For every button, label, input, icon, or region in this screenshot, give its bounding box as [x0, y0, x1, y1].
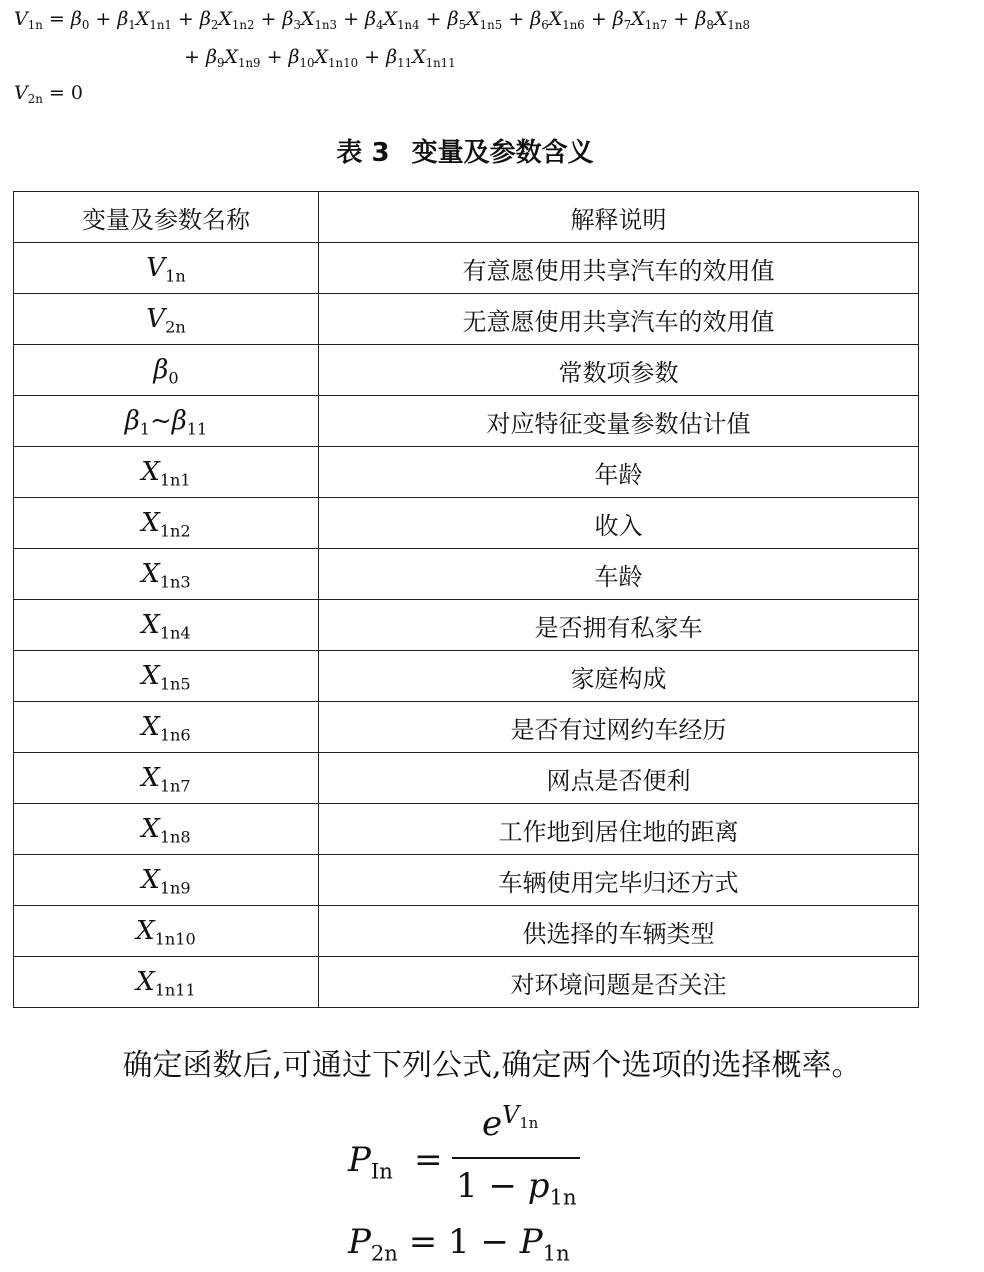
table-cell-description: 常数项参数 — [319, 345, 919, 396]
variable-table — [13, 191, 919, 1008]
body-paragraph: 确定函数后,可通过下列公式,确定两个选项的选择概率。 — [122, 1048, 862, 1083]
table-row — [14, 906, 919, 957]
table-cell-description: 是否拥有私家车 — [319, 600, 919, 651]
table-cell-symbol: $X_{1n3}$ — [14, 549, 319, 600]
table-row — [14, 447, 919, 498]
table-cell-description: 收入 — [319, 498, 919, 549]
table-row — [14, 855, 919, 906]
eq-term: + $\beta_{10}X_{1n10}$ — [260, 46, 359, 71]
equation-v1-line2 — [184, 46, 456, 71]
table-header-desc: 解释说明 — [319, 192, 919, 243]
table-cell-symbol: $X_{1n11}$ — [14, 957, 319, 1008]
equation-v2: $V_{2n} = 0$ — [14, 82, 83, 107]
table-row — [14, 498, 919, 549]
fraction-bar — [452, 1157, 580, 1159]
table-header-name: 变量及参数名称 — [14, 192, 319, 243]
table-cell-description: 车龄 — [319, 549, 919, 600]
table-cell-symbol: $X_{1n5}$ — [14, 651, 319, 702]
eq-term: + $\beta_4X_{1n4}$ — [337, 8, 420, 33]
formula-p1-lhs: $P_{In}$ — [348, 1140, 393, 1184]
eq-term: + $\beta_3X_{1n3}$ — [254, 8, 338, 33]
table-cell-description: 网点是否便利 — [319, 753, 919, 804]
table-row — [14, 345, 919, 396]
table-cell-symbol: $X_{1n1}$ — [14, 447, 319, 498]
table-row — [14, 957, 919, 1008]
table-row — [14, 396, 919, 447]
table-row — [14, 804, 919, 855]
table-row — [14, 600, 919, 651]
eq-term: + $\beta_7X_{1n7}$ — [584, 8, 668, 33]
table-cell-symbol: $X_{1n9}$ — [14, 855, 319, 906]
table-cell-description: 供选择的车辆类型 — [319, 906, 919, 957]
formula-p2: $P_{2n} = 1 - P_{1n}$ — [348, 1222, 570, 1266]
table-cell-description: 车辆使用完毕归还方式 — [319, 855, 919, 906]
table-cell-description: 无意愿使用共享汽车的效用值 — [319, 294, 919, 345]
table-cell-description: 有意愿使用共享汽车的效用值 — [319, 243, 919, 294]
table-cell-symbol: $X_{1n10}$ — [14, 906, 319, 957]
eq-term: + $\beta_8X_{1n8}$ — [667, 8, 750, 33]
table-cell-symbol: $X_{1n2}$ — [14, 498, 319, 549]
table-row — [14, 294, 919, 345]
table-row — [14, 651, 919, 702]
table-cell-description: 年龄 — [319, 447, 919, 498]
eq-v1-terms-line1 — [70, 8, 750, 33]
table-cell-symbol: $V_{1n}$ — [14, 243, 319, 294]
formula-p1-numerator: $e^{V_{1n}}$ — [482, 1100, 539, 1144]
table-row — [14, 243, 919, 294]
table-cell-description: 对环境问题是否关注 — [319, 957, 919, 1008]
eq-term: + $\beta_9X_{1n9}$ — [184, 46, 261, 71]
table-caption-title: 变量及参数含义 — [411, 138, 594, 168]
table-cell-symbol: $X_{1n4}$ — [14, 600, 319, 651]
table-cell-symbol: $X_{1n8}$ — [14, 804, 319, 855]
eq-v1-lhs: $V_{1n}$ — [14, 8, 43, 33]
eq-term: + $\beta_{11}X_{1n11}$ — [358, 46, 456, 71]
equation-v1-line1: $V_{1n} = \beta_0 + \beta_1X_{1n1} + \beta_2X_{1n2} + \beta_3X_{1n3} + \beta_4X_{1n4} + \beta_5X_{1n5} + \beta_6X_{1n6} + \beta_7X_{1n7} + \beta_8X_{1n8}$ — [14, 8, 750, 33]
table-header-row — [14, 192, 919, 243]
eq-term: + $\beta_5X_{1n5}$ — [419, 8, 503, 33]
table-cell-symbol: $X_{1n6}$ — [14, 702, 319, 753]
table-cell-description: 工作地到居住地的距离 — [319, 804, 919, 855]
eq-term: + $\beta_1X_{1n1}$ — [89, 8, 172, 33]
table-row — [14, 549, 919, 600]
eq-v1-terms-line2 — [184, 46, 456, 71]
table-cell-description: 家庭构成 — [319, 651, 919, 702]
table-cell-description: 对应特征变量参数估计值 — [319, 396, 919, 447]
eq-term: + $\beta_2X_{1n2}$ — [171, 8, 255, 33]
table-cell-description: 是否有过网约车经历 — [319, 702, 919, 753]
eq-term: $\beta_0$ — [70, 8, 90, 33]
table-row — [14, 753, 919, 804]
table-caption-number: 表 3 — [336, 138, 390, 168]
table-cell-symbol: $V_{2n}$ — [14, 294, 319, 345]
eq-term: + $\beta_6X_{1n6}$ — [502, 8, 585, 33]
table-cell-symbol: $\beta_1\sim\beta_{11}$ — [14, 396, 319, 447]
formula-p1-denominator: $1 - p_{1n}$ — [456, 1166, 577, 1210]
table-body — [14, 243, 919, 1008]
table-row — [14, 702, 919, 753]
table-cell-symbol: $X_{1n7}$ — [14, 753, 319, 804]
table-cell-symbol: $\beta_0$ — [14, 345, 319, 396]
table-caption — [0, 132, 930, 169]
